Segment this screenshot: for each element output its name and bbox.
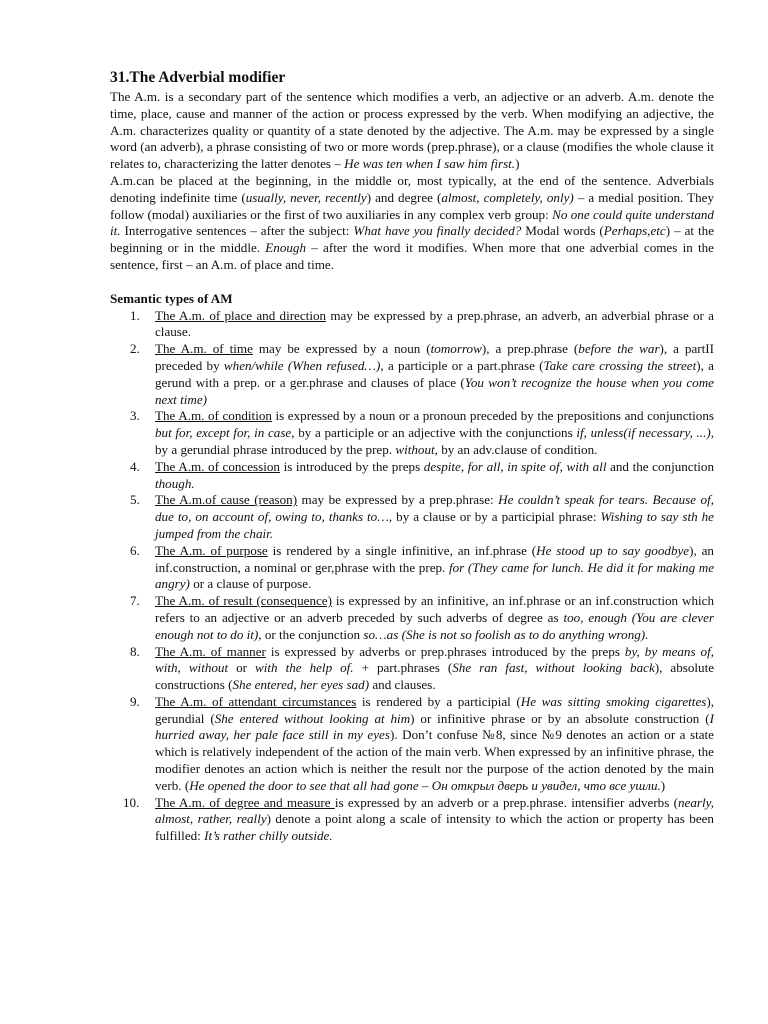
list-item-number: 8.	[130, 643, 140, 659]
section-subtitle: Semantic types of AM	[110, 290, 233, 306]
list-item-number: 6.	[130, 542, 140, 558]
item-example: if, unless(if necessary, ...)	[576, 425, 711, 441]
item-text: ), a partII preceded by	[155, 341, 715, 373]
item-example: despite, for all, in spite of, with all	[423, 458, 607, 474]
item-example: It’s rather chilly outside.	[204, 828, 333, 844]
intro-2-text: ) and degree (	[366, 189, 442, 205]
item-heading: The A.m. of condition	[155, 408, 272, 424]
list-item-number: 1.	[130, 307, 140, 323]
list-item	[110, 341, 714, 408]
intro-2-text: – a medial position. They follow (modal) auxiliaries or the first of two auxiliaries in any complex verb group:	[110, 189, 715, 222]
item-example: He opened the door to see that all had gone – Он открыл дверь и увидел, что все ушли.	[189, 777, 661, 793]
item-example: too, enough (You are clever enough not to do it),	[155, 609, 714, 642]
page-title: 31.The Adverbial modifier	[110, 69, 286, 86]
list-item	[110, 644, 714, 694]
item-text: and clauses.	[369, 677, 436, 693]
intro-2-example: almost, completely, only)	[441, 189, 574, 205]
list-item-number: 4.	[130, 458, 140, 474]
intro-paragraph-1	[110, 89, 714, 173]
intro-2-text: – after the word it modifies. When more that one adverbial comes in the sentence, first – an A.m. of place and time.	[110, 240, 714, 272]
item-example: He stood up to say goodbye	[536, 542, 690, 558]
item-text: , by an adv.clause of condition.	[434, 441, 598, 457]
item-example: I hurried away, her pale face still in my eyes	[155, 710, 714, 743]
item-text: , by a gerundial phrase introduced by the prep.	[155, 425, 714, 457]
item-text: may be expressed by a prep.phrase:	[297, 492, 499, 508]
item-heading: The A.m. of attendant circumstances	[155, 693, 357, 709]
item-text: , a participle or a part.phrase (	[380, 357, 544, 373]
list-item	[110, 694, 714, 795]
item-text: , by a clause or by a participial phrase:	[388, 509, 601, 525]
item-example: without	[395, 441, 435, 457]
item-text: ), gerundial (	[155, 693, 714, 726]
item-example: with the help of.	[255, 660, 354, 676]
item-example: before the war	[578, 341, 660, 357]
item-text: is rendered by a participial (	[356, 693, 521, 709]
intro-2-example: Enough	[265, 240, 307, 256]
item-text: is expressed by adverbs or prep.phrases introduced by the preps	[265, 643, 625, 659]
item-example: Take care crossing the street	[543, 357, 697, 373]
item-heading: The A.m. of manner	[155, 643, 266, 659]
item-text: may be expressed by a prep.phrase, an adverb, an adverbial phrase or a clause.	[155, 307, 714, 340]
item-example: by, by means of, with, without	[155, 643, 714, 676]
item-text: ) or infinitive phrase or by an absolute construction (	[410, 710, 710, 726]
item-heading: The A.m. of concession	[155, 458, 280, 474]
item-text: ), absolute constructions (	[155, 660, 715, 693]
item-example: though.	[155, 475, 195, 491]
item-example: She ran fast, without looking back	[452, 660, 655, 676]
list-item-number: 10.	[123, 794, 140, 810]
item-text: ) denote a point along a scale of intensity to which the action or property has been fulfilled:	[155, 811, 714, 844]
item-text: )	[660, 777, 666, 793]
intro-2-text: A.m.can be placed at the beginning, in the middle or, most typically, at the end of the sentence. Adverbials denoting indefinite time (	[110, 172, 714, 205]
item-text: is introduced by the preps	[279, 458, 424, 474]
item-text: or the conjunction	[261, 626, 364, 642]
list-item	[110, 408, 714, 458]
item-heading: The A.m.of cause (reason)	[155, 492, 298, 508]
item-text: ), a gerund with a prep. or a ger.phrase and clauses of place (	[155, 357, 714, 390]
intro-2-text: ) – at the beginning or in the middle.	[110, 223, 715, 256]
item-text: , by a participle or an adjective with the conjunctions	[291, 425, 577, 441]
intro-2-example: No one could quite understand it.	[110, 206, 714, 239]
item-text: is expressed by a noun or a pronoun preceded by the prepositions and conjunctions	[271, 408, 714, 424]
item-example: but for, except for, in case	[155, 425, 292, 441]
item-example: She entered without looking at him	[214, 710, 411, 726]
item-text: is rendered by a single infinitive, an inf.phrase (	[267, 542, 537, 558]
item-text: ). Don’t confuse №8, since №9 denotes an action or a state which is relatively independent of the action of the main verb. When expressed by an infinitive phrase, the modifier denotes an action which is neither the result nor the purpose of the action denoted by the main verb. (	[155, 727, 714, 793]
item-text: or a clause of purpose.	[189, 576, 312, 592]
item-text: is expressed by an adverb or a prep.phrase. intensifier adverbs (	[334, 794, 678, 810]
intro-2-example: What have you finally decided?	[353, 223, 522, 239]
item-text: or	[228, 660, 256, 676]
list-item-number: 7.	[130, 593, 140, 609]
intro-2-text: Modal words (	[521, 223, 604, 239]
item-text: is expressed by an infinitive, an inf.phrase or an inf.construction which refers to an adjective or an adverb preceded by such adverbs of degree as	[155, 593, 714, 625]
item-text: + part.phrases (	[353, 660, 453, 676]
list-item	[110, 593, 714, 643]
item-heading: The A.m. of place and direction	[155, 307, 327, 323]
intro-paragraph-2	[110, 173, 714, 274]
item-heading: The A.m. of degree and measure	[155, 794, 335, 810]
item-text: ), an inf.construction, a nominal or ger,phrase with the prep.	[155, 542, 714, 575]
list-item-number: 3.	[130, 408, 140, 424]
intro-1-example: He was ten when I saw him first.	[344, 156, 516, 172]
item-example: Wishing to say sth he jumped from the chair.	[155, 509, 714, 541]
item-heading: The A.m. of result (consequence)	[155, 593, 332, 609]
list-item-number: 5.	[130, 492, 140, 508]
list-item	[110, 308, 714, 342]
list-item	[110, 459, 714, 493]
intro-1-text-2: )	[515, 156, 520, 172]
intro-2-example: usually, never, recently	[245, 189, 367, 205]
item-example: He was sitting smoking cigarettes	[520, 693, 707, 709]
item-heading: The A.m. of time	[155, 341, 253, 357]
item-text: ), a prep.phrase (	[481, 341, 579, 357]
item-heading: The A.m. of purpose	[155, 542, 268, 558]
list-item	[110, 795, 714, 845]
item-example: so…as (She is not so foolish as to do anything wrong).	[363, 626, 649, 642]
intro-1-text-1: The A.m. is a secondary part of the sentence which modifies a verb, an adjective or an adverb. A.m. denote the time, place, cause and manner of the action or process expressed by the verb. When modifying an adjective, the A.m. characterizes quality or quantity of a state denoted by the adjective. The A.m. may be expressed by a single word (an adverb), a phrase consisting of two or more words (prep.phrase), or a clause (modifies the whole clause it relates to, characterizing the latter denotes –	[110, 89, 714, 172]
list-item-number: 2.	[130, 341, 140, 357]
item-text: and the conjunction	[606, 458, 714, 474]
item-text: may be expressed by a noun (	[252, 341, 431, 357]
item-example: tomorrow	[430, 341, 482, 357]
list-item-number: 9.	[130, 693, 140, 709]
item-example: nearly, almost, rather, really	[155, 794, 714, 827]
item-example: when/while (When refused…)	[223, 357, 381, 373]
item-example: for (They came for lunch. He did it for making me angry)	[155, 559, 715, 592]
item-example: She entered, her eyes sad)	[232, 677, 370, 693]
list-item	[110, 492, 714, 542]
list-item	[110, 543, 714, 593]
item-example: He couldn’t speak for tears. Because of, due to, on account of, owing to, thanks to…	[155, 492, 714, 525]
intro-2-text: Interrogative sentences – after the subject:	[120, 223, 354, 239]
intro-2-example: Perhaps,etc	[603, 223, 666, 239]
item-example: You won’t recognize the house when you come next time)	[155, 374, 714, 407]
semantic-types-list	[110, 308, 714, 846]
